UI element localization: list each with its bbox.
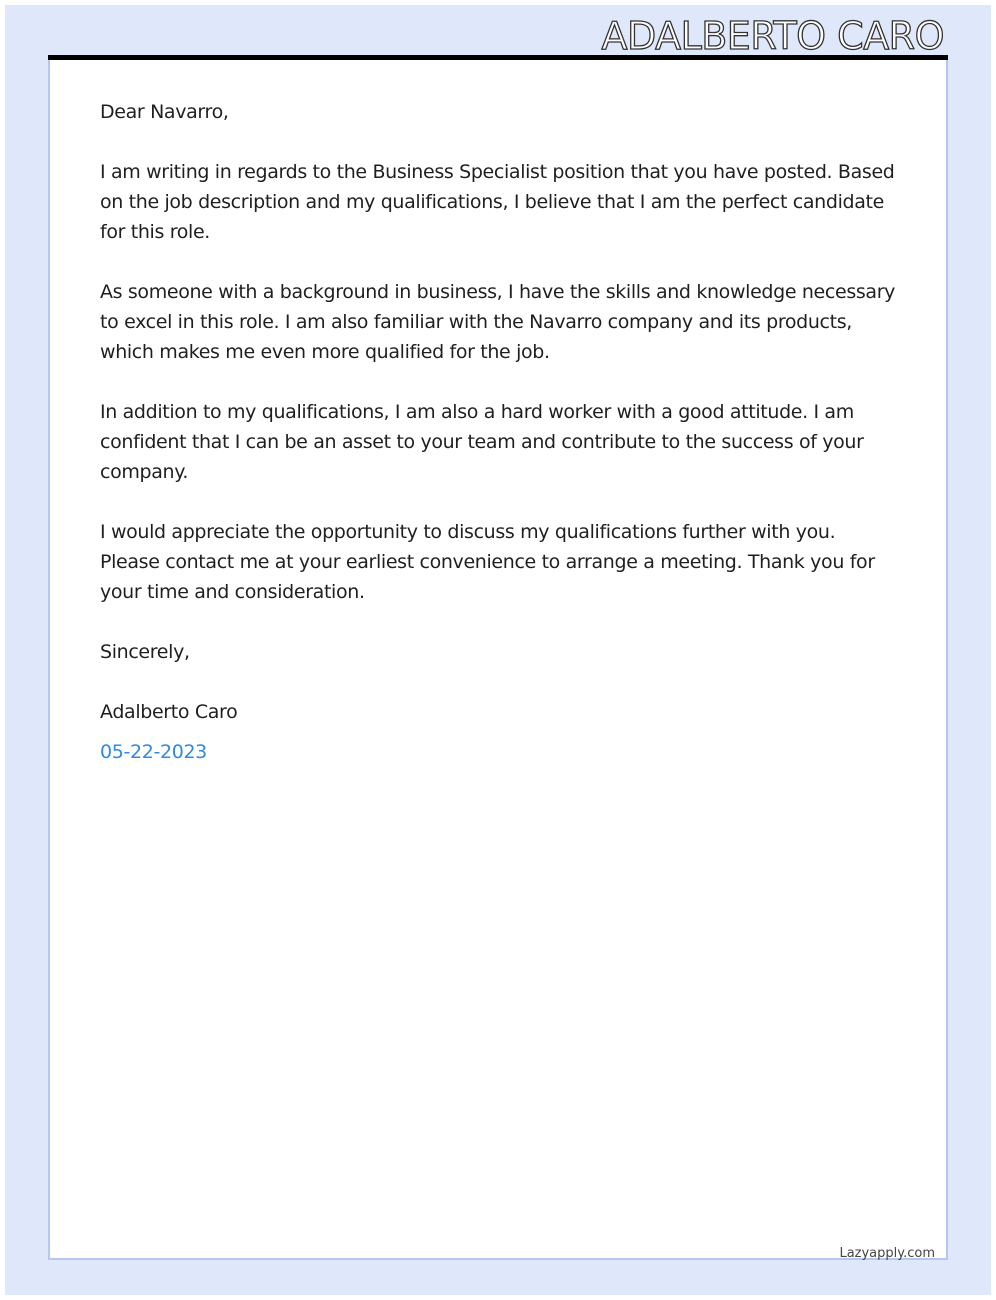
signature-name: Adalberto Caro <box>100 701 238 723</box>
salutation: Dear Navarro, <box>100 101 229 123</box>
letter-body <box>100 97 900 767</box>
applicant-name-heading: ADALBERTO CARO <box>601 14 944 58</box>
letter-date: 05-22-2023 <box>100 741 207 763</box>
paragraph-2: As someone with a background in business, I have the skills and knowledge necessary to excel in this role. I am also familiar with the Navarro company and its products, which makes me even more qualified for the job. <box>100 281 896 363</box>
paragraph-3: In addition to my qualifications, I am also a hard worker with a good attitude. I am confident that I can be an asset to your team and contribute to the success of your company. <box>100 401 864 483</box>
paragraph-4: I would appreciate the opportunity to discuss my qualifications further with you. Please contact me at your earliest convenience to arrange a meeting. Thank you for your time and consideration. <box>100 521 875 603</box>
watermark: Lazyapply.com <box>839 1246 935 1261</box>
closing: Sincerely, <box>100 641 190 663</box>
paragraph-1: I am writing in regards to the Business Specialist position that you have posted. Based on the job description and my qualifications, I believe that I am the perfect candidate for this role. <box>100 161 895 243</box>
